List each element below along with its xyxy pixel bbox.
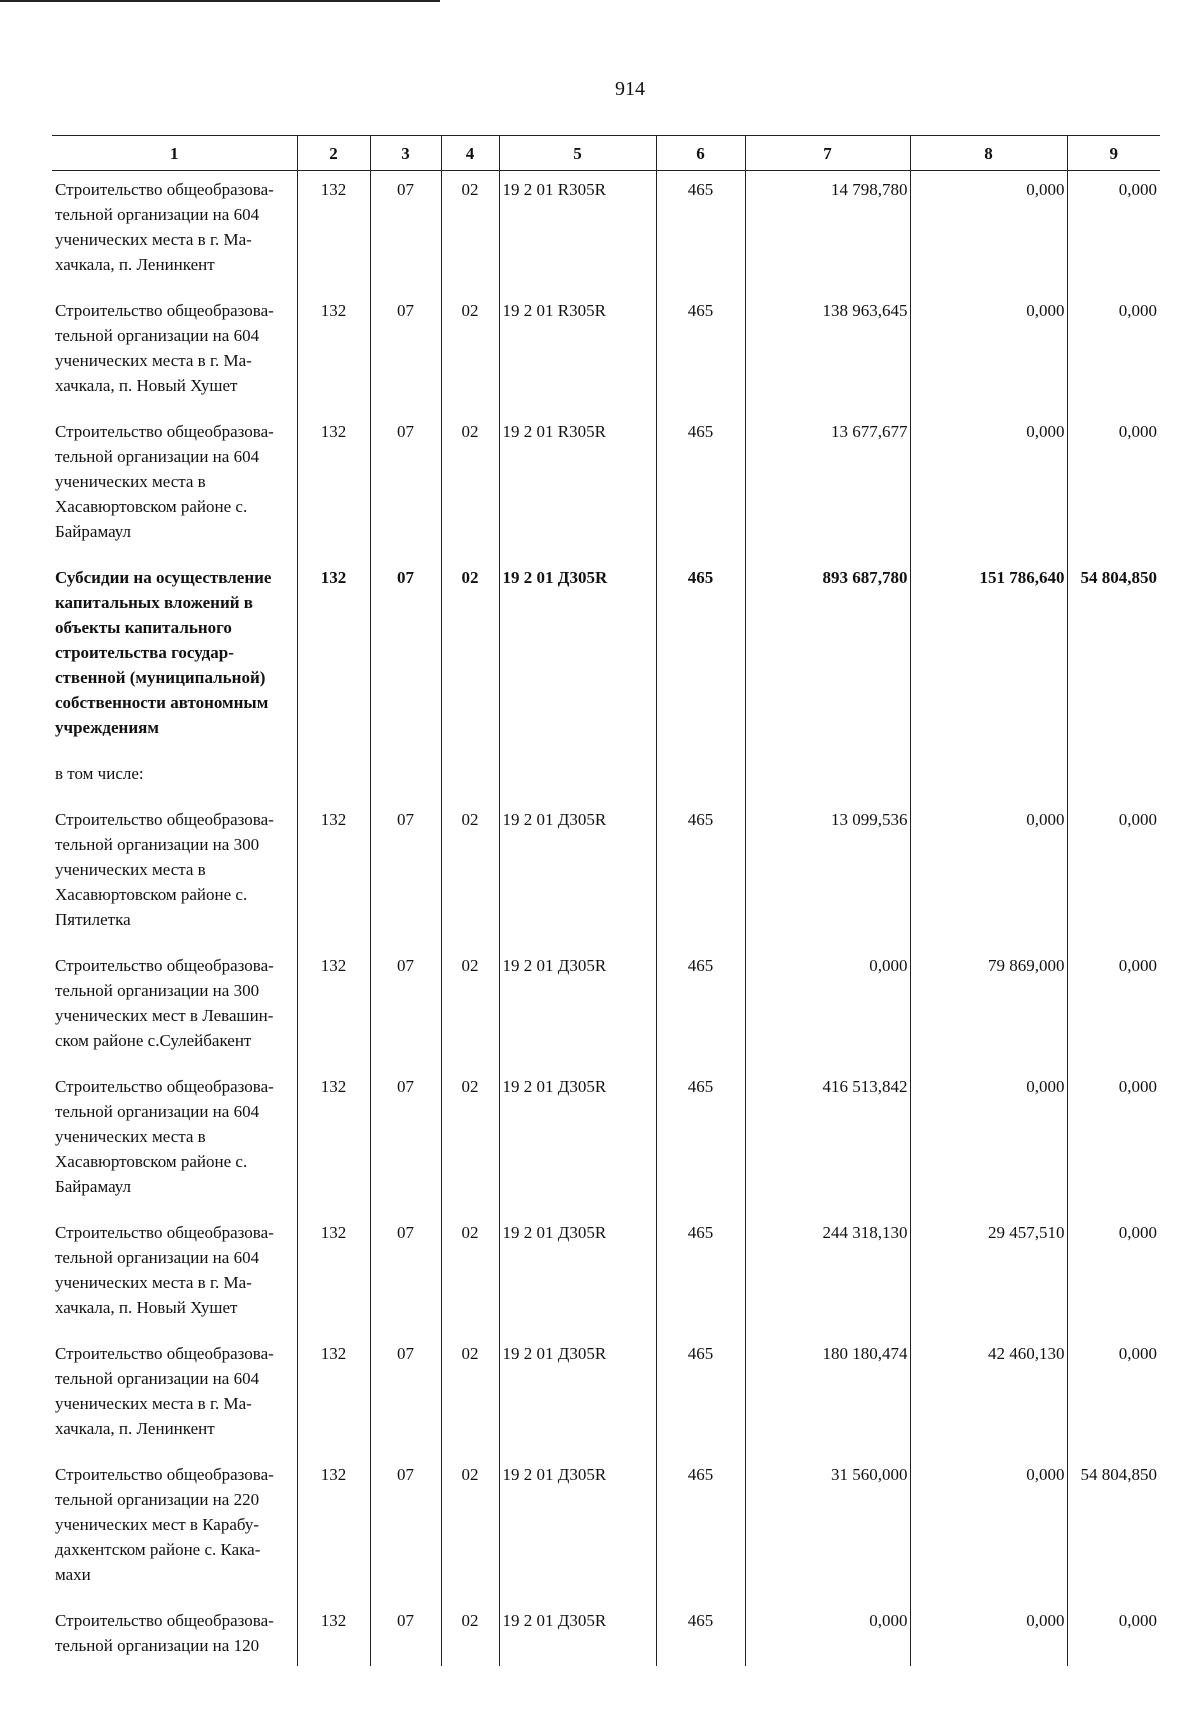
cell-col-9: 0,000: [1067, 1074, 1160, 1220]
cell-col-3: 07: [370, 953, 441, 1074]
cell-col-7: 138 963,645: [745, 298, 910, 419]
cell-col-4: 02: [441, 953, 499, 1074]
cell-col-4: [441, 761, 499, 807]
cell-col-5: 19 2 01 Д305R: [499, 565, 656, 761]
cell-col-9: 54 804,850: [1067, 565, 1160, 761]
cell-col-8: [910, 761, 1067, 807]
cell-col-2: 132: [297, 1220, 370, 1341]
cell-col-7: 416 513,842: [745, 1074, 910, 1220]
row-name: Строительство общеобразова-тельной организации на 300 ученических мест в Левашин-ском районе с.Сулейбакент: [55, 956, 274, 1050]
cell-col-3: 07: [370, 298, 441, 419]
cell-col-6: 465: [656, 419, 745, 565]
cell-col-2: [297, 761, 370, 807]
page-number: 914: [615, 78, 645, 100]
table-row: [52, 171, 1160, 299]
row-name: Строительство общеобразова-тельной организации на 604 ученических места в г. Ма-хачкала, п. Новый Хушет: [55, 301, 274, 395]
cell-col-8: 151 786,640: [910, 565, 1067, 761]
cell-col-5: 19 2 01 Д305R: [499, 1220, 656, 1341]
cell-col-4: 02: [441, 1341, 499, 1462]
cell-col-5: 19 2 01 Д305R: [499, 807, 656, 953]
cell-col-3: 07: [370, 565, 441, 761]
cell-col-2: 132: [297, 1341, 370, 1462]
cell-col-6: 465: [656, 565, 745, 761]
row-name: Строительство общеобразова-тельной организации на 604 ученических места в Хасавюртовском районе с. Байрамаул: [55, 1077, 274, 1196]
cell-col-7: 180 180,474: [745, 1341, 910, 1462]
cell-col-3: 07: [370, 1462, 441, 1608]
cell-col-7: 13 677,677: [745, 419, 910, 565]
cell-col-2: 132: [297, 807, 370, 953]
cell-col-7: 0,000: [745, 953, 910, 1074]
row-name: Строительство общеобразова-тельной организации на 604 ученических места в г. Ма-хачкала, п. Новый Хушет: [55, 1223, 274, 1317]
cell-col-7: 14 798,780: [745, 171, 910, 299]
cell-col-7: 13 099,536: [745, 807, 910, 953]
header-row: [52, 136, 1160, 171]
column-header-3: 3: [370, 136, 441, 171]
column-header-1: 1: [52, 136, 297, 171]
cell-col-6: 465: [656, 953, 745, 1074]
cell-col-3: [370, 761, 441, 807]
cell-col-6: 465: [656, 171, 745, 299]
cell-col-7: 893 687,780: [745, 565, 910, 761]
table-row-subtotal: [52, 565, 1160, 761]
cell-col-9: 0,000: [1067, 298, 1160, 419]
cell-col-9: 0,000: [1067, 1220, 1160, 1341]
cell-col-5: 19 2 01 Д305R: [499, 1462, 656, 1608]
cell-col-4: 02: [441, 298, 499, 419]
table-row: [52, 807, 1160, 953]
cell-col-3: 07: [370, 1341, 441, 1462]
table-row: [52, 419, 1160, 565]
cell-col-8: 0,000: [910, 171, 1067, 299]
column-header-2: 2: [297, 136, 370, 171]
cell-col-9: [1067, 761, 1160, 807]
budget-table: [52, 135, 1160, 1666]
column-header-6: 6: [656, 136, 745, 171]
cell-col-5: 19 2 01 Д305R: [499, 1608, 656, 1666]
cell-col-9: 0,000: [1067, 419, 1160, 565]
cell-col-2: 132: [297, 565, 370, 761]
cell-col-6: 465: [656, 1608, 745, 1666]
cell-col-2: 132: [297, 1074, 370, 1220]
table-row: [52, 1220, 1160, 1341]
cell-col-2: 132: [297, 953, 370, 1074]
cell-col-7: 244 318,130: [745, 1220, 910, 1341]
cell-col-8: 0,000: [910, 1608, 1067, 1666]
cell-col-6: 465: [656, 1074, 745, 1220]
column-header-7: 7: [745, 136, 910, 171]
cell-col-6: 465: [656, 1341, 745, 1462]
row-name: Строительство общеобразова-тельной организации на 120: [55, 1611, 274, 1655]
column-header-8: 8: [910, 136, 1067, 171]
cell-col-3: 07: [370, 807, 441, 953]
cell-col-2: 132: [297, 1462, 370, 1608]
cell-col-8: 0,000: [910, 419, 1067, 565]
cell-col-3: 07: [370, 1074, 441, 1220]
row-name: Субсидии на осуществление капитальных вложений в объекты капитального строительства государ-ственной (муниципальной) собственности автономным учреждениям: [55, 568, 272, 737]
cell-col-4: 02: [441, 1608, 499, 1666]
cell-col-8: 79 869,000: [910, 953, 1067, 1074]
cell-col-8: 0,000: [910, 1462, 1067, 1608]
cell-col-6: 465: [656, 1462, 745, 1608]
cell-col-8: 29 457,510: [910, 1220, 1067, 1341]
cell-col-4: 02: [441, 1220, 499, 1341]
cell-col-3: 07: [370, 1608, 441, 1666]
cell-col-4: 02: [441, 565, 499, 761]
table-row: [52, 761, 1160, 807]
cell-col-7: [745, 761, 910, 807]
cell-col-6: 465: [656, 1220, 745, 1341]
cell-col-4: 02: [441, 1074, 499, 1220]
column-header-5: 5: [499, 136, 656, 171]
cell-col-5: [499, 761, 656, 807]
cell-col-8: 42 460,130: [910, 1341, 1067, 1462]
table-row: [52, 953, 1160, 1074]
cell-col-5: 19 2 01 Д305R: [499, 1341, 656, 1462]
cell-col-7: 0,000: [745, 1608, 910, 1666]
cell-col-8: 0,000: [910, 807, 1067, 953]
cell-col-7: 31 560,000: [745, 1462, 910, 1608]
column-header-4: 4: [441, 136, 499, 171]
cell-col-9: 0,000: [1067, 1341, 1160, 1462]
row-name: Строительство общеобразова-тельной организации на 604 ученических места в г. Ма-хачкала, п. Ленинкент: [55, 180, 274, 274]
cell-col-6: 465: [656, 298, 745, 419]
row-name: Строительство общеобразова-тельной организации на 604 ученических места в г. Ма-хачкала, п. Ленинкент: [55, 1344, 274, 1438]
cell-col-4: 02: [441, 1462, 499, 1608]
row-name: Строительство общеобразова-тельной организации на 220 ученических мест в Карабу-дахкентском районе с. Кака-махи: [55, 1465, 274, 1584]
cell-col-4: 02: [441, 419, 499, 565]
cell-col-4: 02: [441, 807, 499, 953]
cell-col-9: 54 804,850: [1067, 1462, 1160, 1608]
table-row: [52, 1341, 1160, 1462]
table-row: [52, 1462, 1160, 1608]
cell-col-5: 19 2 01 Д305R: [499, 1074, 656, 1220]
cell-col-5: 19 2 01 R305R: [499, 419, 656, 565]
table-row: [52, 1608, 1160, 1666]
column-header-9: 9: [1067, 136, 1160, 171]
cell-col-5: 19 2 01 R305R: [499, 298, 656, 419]
cell-col-8: 0,000: [910, 1074, 1067, 1220]
cell-col-3: 07: [370, 1220, 441, 1341]
cell-col-3: 07: [370, 419, 441, 565]
cell-col-6: 465: [656, 807, 745, 953]
cell-col-9: 0,000: [1067, 171, 1160, 299]
cell-col-2: 132: [297, 298, 370, 419]
row-name: в том числе:: [55, 764, 144, 783]
row-name: Строительство общеобразова-тельной организации на 604 ученических места в Хасавюртовском районе с. Байрамаул: [55, 422, 274, 541]
cell-col-9: 0,000: [1067, 1608, 1160, 1666]
cell-col-5: 19 2 01 Д305R: [499, 953, 656, 1074]
cell-col-9: 0,000: [1067, 953, 1160, 1074]
row-name: Строительство общеобразова-тельной организации на 300 ученических места в Хасавюртовском районе с. Пятилетка: [55, 810, 274, 929]
cell-col-9: 0,000: [1067, 807, 1160, 953]
cell-col-2: 132: [297, 171, 370, 299]
cell-col-4: 02: [441, 171, 499, 299]
cell-col-2: 132: [297, 1608, 370, 1666]
cell-col-8: 0,000: [910, 298, 1067, 419]
table-row: [52, 298, 1160, 419]
table-row: [52, 1074, 1160, 1220]
cell-col-6: [656, 761, 745, 807]
cell-col-2: 132: [297, 419, 370, 565]
cell-col-3: 07: [370, 171, 441, 299]
cell-col-5: 19 2 01 R305R: [499, 171, 656, 299]
top-rule: [0, 0, 440, 2]
